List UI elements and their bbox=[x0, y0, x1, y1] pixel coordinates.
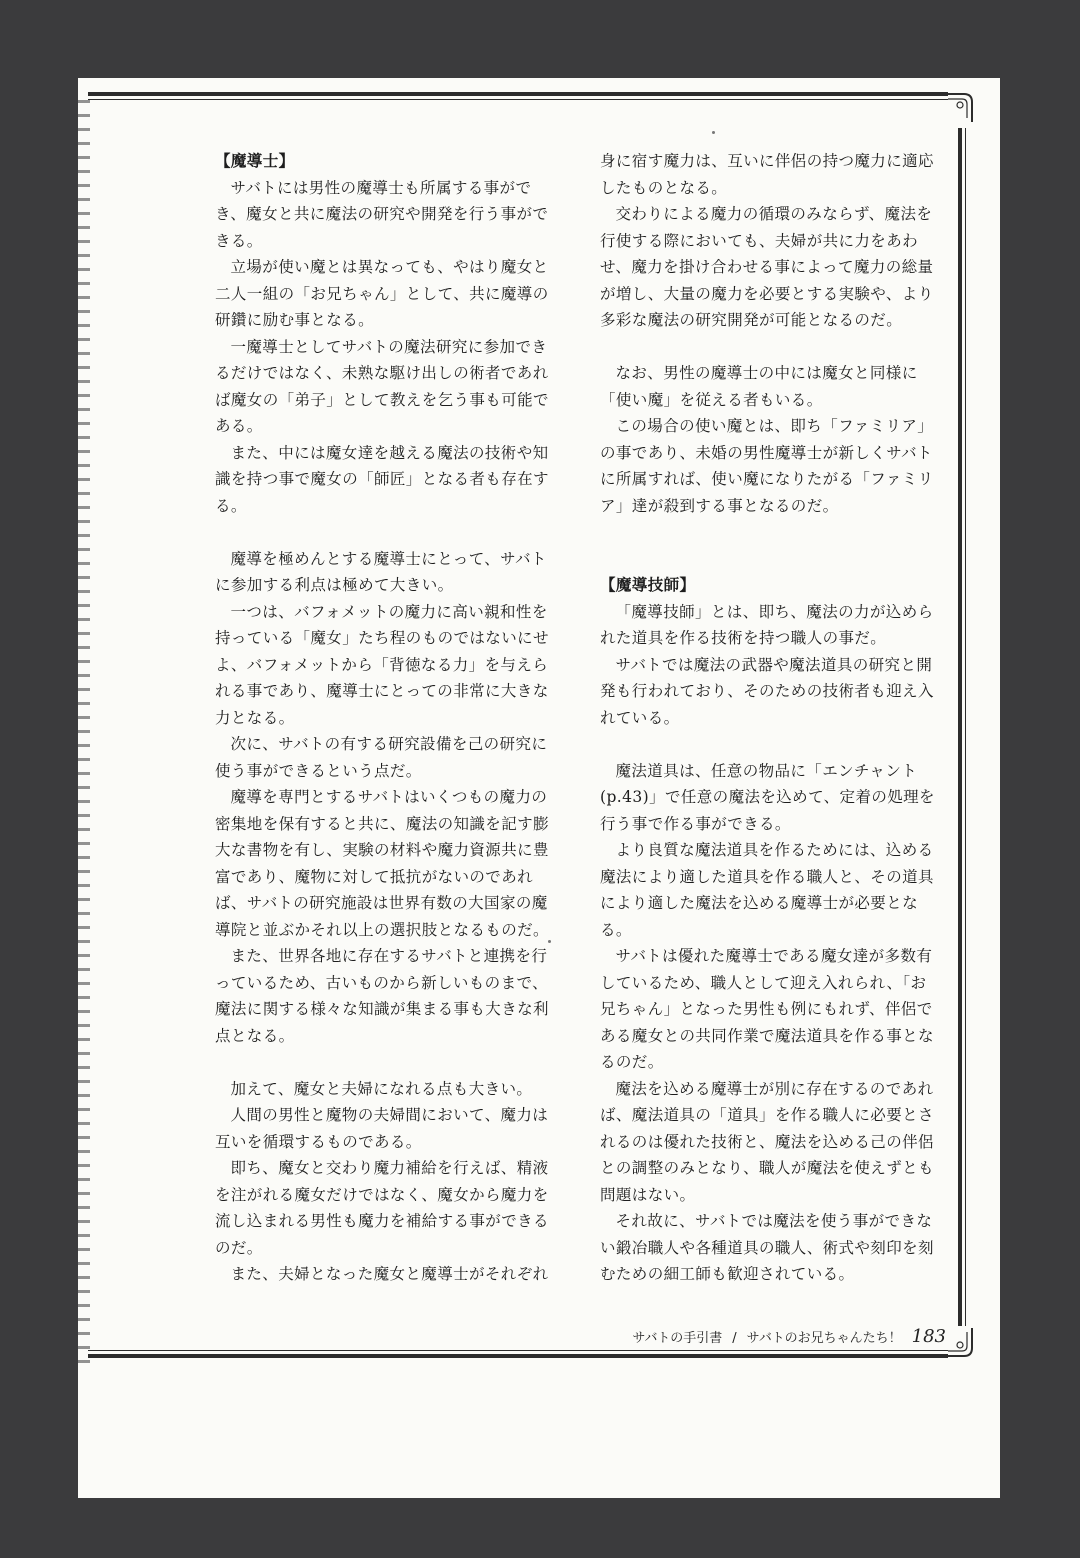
paragraph-gap bbox=[600, 546, 940, 573]
body-paragraph: また、世界各地に存在するサバトと連携を行っているため、古いものから新しいものまで、魔法に関する様々な知識が集まる事も大きな利点となる。 bbox=[215, 947, 549, 1045]
binding-perforation bbox=[78, 100, 90, 1370]
body-paragraph: 一魔導士としてサバトの魔法研究に参加できるだけではなく、未熟な駆け出しの術者であれば魔女の「弟子」として教えを乞う事も可能である。 bbox=[215, 337, 549, 435]
body-paragraph: サバトでは魔法の武器や魔法道具の研究と開発も行われており、そのための技術者も迎え入れている。 bbox=[600, 655, 934, 727]
body-paragraph: 次に、サバトの有する研究設備を己の研究に使う事ができるという点だ。 bbox=[215, 735, 548, 780]
body-paragraph: 魔法を込める魔導士が別に存在するのであれば、魔法道具の「道具」を作る職人に必要とされるのは優れた技術と、魔法を込める己の伴侶との調整のみとなり、職人が魔法を使えずとも問題はない。 bbox=[600, 1079, 934, 1204]
body-paragraph: 魔導を極めんとする魔導士にとって、サバトに参加する利点は極めて大きい。 bbox=[215, 549, 547, 594]
scan-speck bbox=[712, 131, 715, 134]
body-paragraph: また、夫婦となった魔女と魔導士がそれぞれ bbox=[230, 1265, 549, 1283]
footer-separator: / bbox=[732, 1331, 737, 1346]
left-text-column bbox=[215, 148, 555, 1288]
body-paragraph: 魔法道具は、任意の物品に「エンチャント(p.43)」で任意の魔法を込めて、定着の処理を行う事で作る事ができる。 bbox=[600, 761, 935, 833]
right-text-column bbox=[600, 148, 940, 1288]
body-paragraph: それ故に、サバトでは魔法を使う事ができない鍛冶職人や各種道具の職人、術式や刻印を刻むための細工師も歓迎されている。 bbox=[600, 1212, 934, 1283]
paragraph-gap bbox=[215, 519, 555, 546]
page-frame-top bbox=[88, 92, 948, 100]
body-paragraph: サバトには男性の魔導士も所属する事ができ、魔女と共に魔法の研究や開発を行う事ができる。 bbox=[215, 178, 549, 250]
paragraph-gap bbox=[600, 334, 940, 361]
body-paragraph: 魔導を専門とするサバトはいくつもの魔力の密集地を保有すると共に、魔法の知識を記す膨大な書物を有し、実験の材料や魔力資源共に豊富であり、魔物に対して抵抗がないのであれば、サバトの研究施設は世界有数の大国家の魔導院と並ぶかそれ以上の選択肢となるものだ。 bbox=[215, 788, 549, 939]
body-paragraph: 立場が使い魔とは異なっても、やはり魔女と二人一組の「お兄ちゃん」として、共に魔導の研鑽に励む事となる。 bbox=[215, 258, 549, 329]
body-paragraph: 「魔導技師」とは、即ち、魔法の力が込められた道具を作る技術を持つ職人の事だ。 bbox=[600, 602, 934, 647]
page-frame-right bbox=[958, 128, 966, 1326]
body-paragraph: 加えて、魔女と夫婦になれる点も大きい。 bbox=[230, 1079, 533, 1098]
body-paragraph: 人間の男性と魔物の夫婦間において、魔力は互いを循環するものである。 bbox=[215, 1106, 549, 1151]
page-frame-bottom bbox=[88, 1350, 948, 1358]
paragraph-gap bbox=[600, 519, 940, 546]
body-paragraph: 即ち、魔女と交わり魔力補給を行えば、精液を注がれる魔女だけではなく、魔女から魔力を流し込まれる男性も魔力を補給する事ができるのだ。 bbox=[215, 1159, 549, 1257]
body-paragraph: 身に宿す魔力は、互いに伴侶の持つ魔力に適応したものとなる。 bbox=[600, 152, 934, 197]
section-heading: 【魔導技師】 bbox=[600, 575, 696, 594]
page-number: 183 bbox=[911, 1326, 946, 1347]
paragraph-gap bbox=[215, 1049, 555, 1076]
frame-corner-ornament-icon bbox=[940, 90, 974, 124]
body-paragraph: サバトは優れた魔導士である魔女達が多数有しているため、職人として迎え入れられ、「お兄ちゃん」となった男性も例にもれず、伴侶である魔女との共同作業で魔法道具を作る事となるのだ。 bbox=[600, 947, 934, 1071]
section-heading: 【魔導士】 bbox=[215, 151, 295, 170]
body-paragraph: この場合の使い魔とは、即ち「ファミリア」の事であり、未婚の男性魔導士が新しくサバトに所属すれば、使い魔になりたがる「ファミリア」達が殺到する事となるのだ。 bbox=[600, 417, 934, 515]
running-footer bbox=[632, 1326, 946, 1350]
body-paragraph: より良質な魔法道具を作るためには、込める魔法により適した道具を作る職人と、その道具により適した魔法を込める魔導士が必要となる。 bbox=[600, 841, 934, 939]
body-paragraph: 交わりによる魔力の循環のみならず、魔法を行使する際においても、夫婦が共に力をあわせ、魔力を掛け合わせる事によって魔力の総量が増し、大量の魔力を必要とする実験や、より多彩な魔法の研究開発が可能となるのだ。 bbox=[600, 205, 934, 329]
body-paragraph: なお、男性の魔導士の中には魔女と同様に「使い魔」を従える者もいる。 bbox=[600, 364, 918, 409]
body-paragraph: 一つは、バフォメットの魔力に高い親和性を持っている「魔女」たち程のものではないにせよ、バフォメットから「背徳なる力」を与えられる事であり、魔導士にとっての非常に大きな力となる。 bbox=[215, 602, 549, 727]
paragraph-gap bbox=[600, 731, 940, 758]
footer-section-title: サバトのお兄ちゃんたち！ bbox=[746, 1331, 902, 1346]
footer-book-title: サバトの手引書 bbox=[632, 1331, 723, 1346]
body-paragraph: また、中には魔女達を越える魔法の技術や知識を持つ事で魔女の「師匠」となる者も存在する。 bbox=[215, 443, 549, 515]
